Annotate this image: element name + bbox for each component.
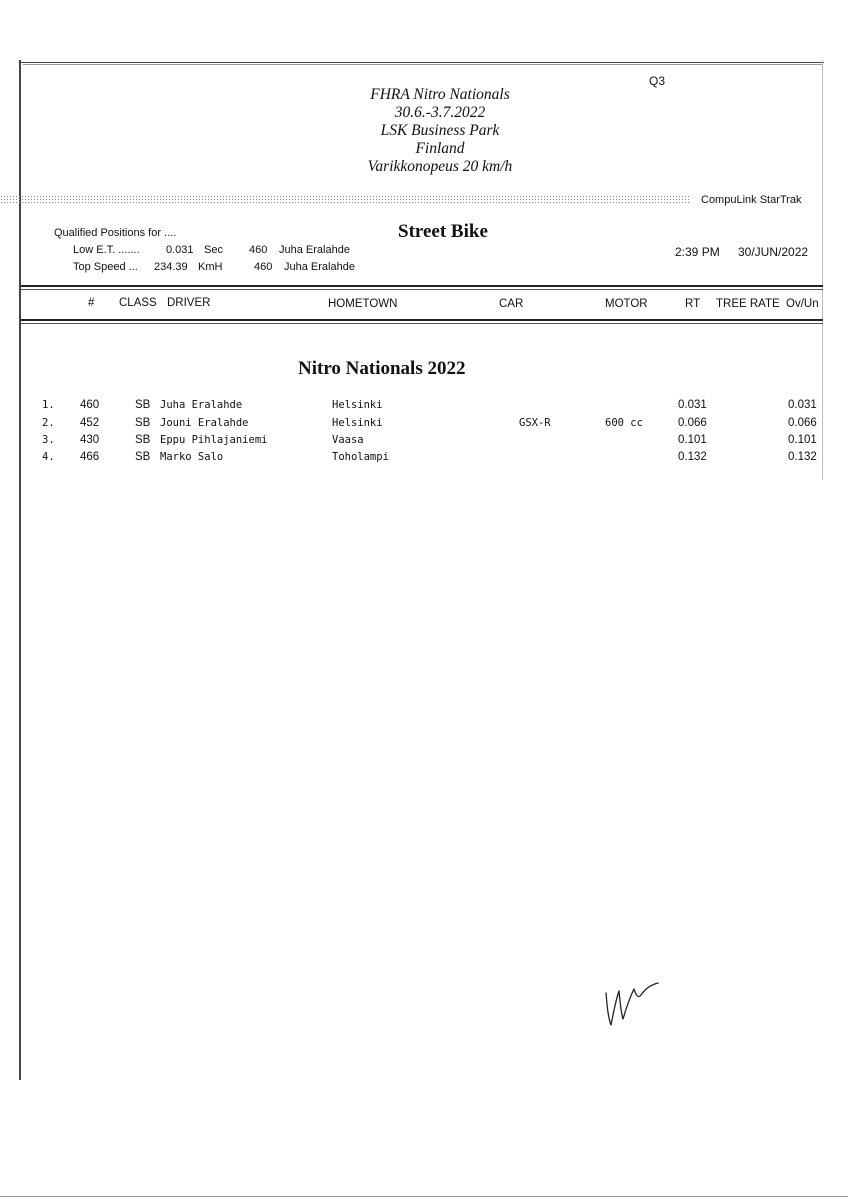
row-hometown: Helsinki (332, 417, 383, 429)
row-rt: 0.066 (678, 417, 707, 429)
left-border-line (19, 60, 21, 1080)
row-hometown: Helsinki (332, 399, 383, 411)
row-hometown: Vaasa (332, 434, 364, 446)
col-header-driver: DRIVER (167, 297, 211, 309)
row-motor: 600 cc (605, 417, 643, 429)
row-class: SB (135, 399, 151, 411)
signature-mark (598, 975, 668, 1035)
row-ov-un: 0.066 (788, 417, 817, 429)
top-border-line-2 (23, 64, 823, 65)
event-name: FHRA Nitro Nationals (370, 86, 510, 103)
top-speed-number: 460 (254, 261, 273, 273)
row-class: SB (135, 417, 151, 429)
table-row (0, 417, 848, 433)
header-bottom-line (21, 319, 823, 321)
row-ov-un: 0.031 (788, 399, 817, 411)
system-label: CompuLink StarTrak (701, 194, 802, 206)
header-bottom-line-2 (21, 323, 823, 324)
row-number: 460 (80, 399, 100, 411)
row-class: SB (135, 451, 151, 463)
bottom-edge-line (0, 1196, 848, 1197)
top-border-line (19, 62, 824, 63)
row-rt: 0.031 (678, 399, 707, 411)
session-label: Q3 (649, 74, 666, 88)
col-header-motor: MOTOR (605, 298, 648, 310)
low-et-label: Low E.T. ....... (73, 244, 140, 256)
class-title: Street Bike (398, 221, 488, 242)
col-header-hometown: HOMETOWN (328, 298, 398, 310)
top-speed-driver: Juha Eralahde (284, 261, 355, 273)
event-venue: LSK Business Park (380, 122, 500, 139)
row-position: 3. (42, 434, 55, 446)
print-time: 2:39 PM (675, 245, 720, 259)
top-speed-label: Top Speed ... (73, 261, 138, 273)
header-top-line (21, 285, 823, 287)
col-header-rt: RT (685, 298, 701, 310)
row-class: SB (135, 434, 151, 446)
event-note: Varikkonopeus 20 km/h (367, 158, 513, 175)
header-top-line-2 (21, 289, 823, 290)
row-position: 4. (42, 451, 55, 463)
low-et-number: 460 (249, 244, 268, 256)
row-ov-un: 0.132 (788, 451, 817, 463)
row-ov-un: 0.101 (788, 434, 817, 446)
col-header-tree-rate: TREE RATE (716, 298, 780, 310)
col-header-car: CAR (499, 298, 524, 310)
print-date: 30/JUN/2022 (738, 245, 809, 259)
low-et-unit: Sec (204, 244, 223, 256)
table-row (0, 399, 848, 415)
row-rt: 0.101 (678, 434, 707, 446)
row-number: 466 (80, 451, 100, 463)
table-row (0, 434, 848, 450)
table-row (0, 451, 848, 467)
row-driver: Marko Salo (160, 451, 224, 463)
event-country: Finland (415, 140, 465, 157)
row-rt: 0.132 (678, 451, 707, 463)
dotted-separator (0, 195, 690, 204)
row-driver: Eppu Pihlajaniemi (160, 434, 268, 446)
row-position: 1. (42, 399, 55, 411)
row-car: GSX-R (519, 417, 551, 429)
low-et-value: 0.031 (166, 244, 194, 256)
low-et-driver: Juha Eralahde (279, 244, 350, 256)
col-header-ov-un: Ov/Un (786, 298, 819, 310)
qualified-heading: Qualified Positions for .... (54, 227, 177, 239)
row-driver: Juha Eralahde (160, 399, 243, 411)
event-header (300, 86, 580, 176)
row-number: 452 (80, 417, 100, 429)
section-title: Nitro Nationals 2022 (298, 358, 466, 379)
top-speed-value: 234.39 (154, 261, 188, 273)
top-speed-unit: KmH (198, 261, 223, 273)
row-hometown: Toholampi (332, 451, 389, 463)
event-dates: 30.6.-3.7.2022 (394, 104, 486, 121)
row-position: 2. (42, 417, 55, 429)
row-driver: Jouni Eralahde (160, 417, 249, 429)
col-header-class: CLASS (119, 297, 157, 309)
row-number: 430 (80, 434, 100, 446)
col-header-num: # (88, 297, 95, 309)
